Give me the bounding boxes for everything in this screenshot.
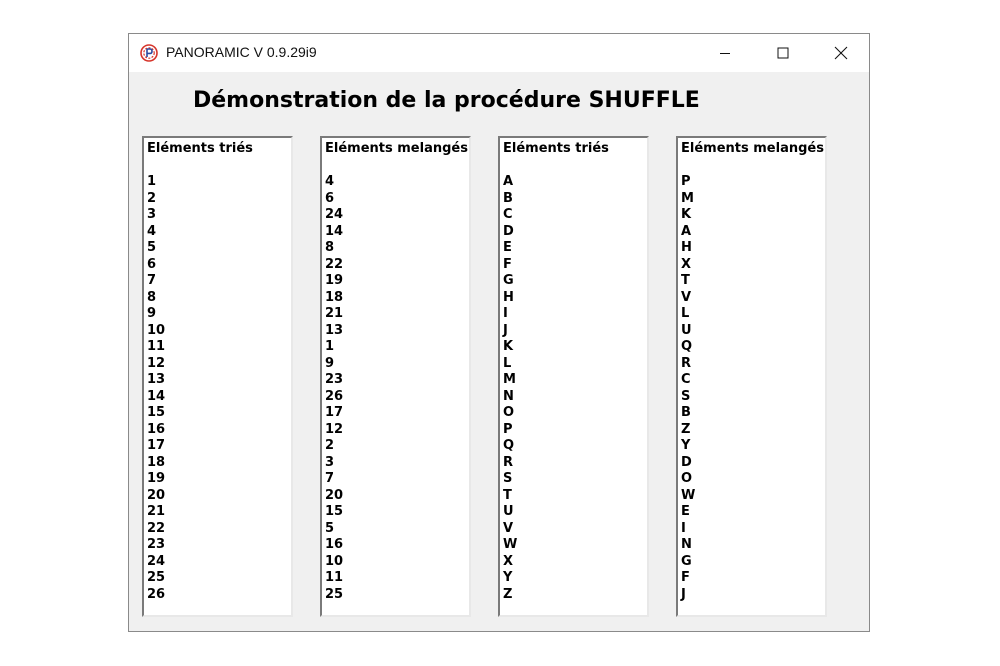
list-item[interactable]: H	[503, 289, 514, 305]
list-item[interactable]: 9	[147, 306, 157, 321]
listbox-shuffled-letters[interactable]	[676, 136, 827, 617]
list-item[interactable]: F	[681, 570, 690, 585]
list-item[interactable]: R	[503, 454, 514, 470]
list-item[interactable]: 4	[147, 223, 157, 239]
list-item[interactable]: 15	[147, 405, 166, 420]
listbox-header: Eléments melangés	[325, 141, 468, 156]
list-item[interactable]: C	[503, 207, 513, 222]
window-title: PANORAMIC V 0.9.29i9	[166, 44, 317, 60]
list-item[interactable]: A	[503, 174, 514, 189]
list-item[interactable]: 23	[325, 372, 344, 387]
list-item[interactable]: V	[681, 289, 692, 305]
list-item[interactable]: I	[503, 306, 508, 321]
title-bar[interactable]	[129, 34, 869, 72]
list-item[interactable]: 1	[325, 339, 335, 354]
list-item[interactable]: 10	[147, 322, 166, 338]
listbox-blank-line[interactable]	[325, 158, 468, 175]
listbox-content	[325, 141, 468, 603]
list-item[interactable]: 20	[147, 487, 166, 503]
list-item[interactable]: 5	[147, 240, 157, 255]
list-item[interactable]: 6	[325, 190, 335, 206]
list-item[interactable]: H	[681, 240, 692, 255]
list-item[interactable]: 22	[147, 520, 166, 536]
list-item[interactable]: 7	[325, 471, 335, 486]
list-item[interactable]: P	[503, 421, 513, 437]
list-item[interactable]: 18	[147, 454, 166, 470]
maximize-icon	[777, 47, 789, 59]
list-item[interactable]: 11	[325, 570, 344, 585]
listbox-header: Eléments triés	[147, 141, 253, 156]
list-item[interactable]: 3	[147, 207, 157, 222]
list-item[interactable]: 21	[325, 306, 344, 321]
list-item[interactable]: A	[681, 223, 692, 239]
list-item[interactable]: F	[503, 256, 512, 272]
list-item[interactable]: X	[503, 553, 514, 569]
list-item[interactable]: T	[503, 487, 512, 503]
list-item[interactable]: V	[503, 520, 514, 536]
maximize-button[interactable]	[754, 34, 812, 72]
list-item[interactable]: 8	[147, 289, 157, 305]
list-item[interactable]: B	[503, 190, 513, 206]
list-item[interactable]: Q	[503, 438, 515, 453]
list-item[interactable]: 25	[147, 570, 166, 585]
listbox-sorted-letters[interactable]	[498, 136, 649, 617]
list-item[interactable]: 4	[325, 174, 335, 189]
listbox-sorted-numbers[interactable]	[142, 136, 293, 617]
listbox-blank-line[interactable]	[147, 158, 253, 175]
list-item[interactable]: M	[681, 190, 694, 206]
close-button[interactable]	[812, 34, 870, 72]
minimize-icon	[719, 47, 731, 59]
list-item[interactable]: 18	[325, 289, 344, 305]
list-item[interactable]: 14	[147, 388, 166, 404]
list-item[interactable]: 13	[325, 322, 344, 338]
list-item[interactable]: 8	[325, 240, 335, 255]
list-item[interactable]: B	[681, 405, 691, 420]
listbox-content	[503, 141, 609, 603]
list-item[interactable]: 5	[325, 520, 335, 536]
listbox-blank-line[interactable]	[503, 158, 609, 175]
list-item[interactable]: D	[681, 454, 692, 470]
list-item[interactable]: N	[681, 537, 692, 552]
list-item[interactable]: 21	[147, 504, 166, 519]
list-item[interactable]: E	[681, 504, 690, 519]
list-item[interactable]: L	[681, 306, 690, 321]
list-item[interactable]: D	[503, 223, 514, 239]
list-item[interactable]: Z	[681, 421, 691, 437]
list-item[interactable]: S	[681, 388, 691, 404]
app-icon[interactable]	[140, 44, 158, 62]
list-item[interactable]: 3	[325, 454, 335, 470]
list-item[interactable]: R	[681, 355, 692, 371]
listbox-header: Eléments triés	[503, 141, 609, 156]
list-item[interactable]: 24	[147, 553, 166, 569]
list-item[interactable]: 2	[147, 190, 157, 206]
list-item[interactable]: C	[681, 372, 691, 387]
list-item[interactable]: O	[503, 405, 515, 420]
listbox-content	[681, 141, 824, 603]
list-item[interactable]: G	[681, 553, 692, 569]
list-item[interactable]: Q	[681, 339, 693, 354]
list-item[interactable]: E	[503, 240, 512, 255]
app-window	[128, 33, 870, 632]
list-item[interactable]: K	[681, 207, 692, 222]
list-item[interactable]: 17	[147, 438, 166, 453]
list-item[interactable]: W	[681, 487, 696, 503]
list-item[interactable]: 26	[147, 586, 166, 602]
list-item[interactable]: G	[503, 273, 514, 288]
list-item[interactable]: Y	[503, 570, 513, 585]
list-item[interactable]: 13	[147, 372, 166, 387]
list-item[interactable]: 23	[147, 537, 166, 552]
list-item[interactable]: I	[681, 520, 686, 536]
list-item[interactable]: 19	[147, 471, 166, 486]
list-item[interactable]: 19	[325, 273, 344, 288]
list-item[interactable]: O	[681, 471, 693, 486]
list-item[interactable]: Y	[681, 438, 691, 453]
list-item[interactable]: J	[503, 322, 508, 338]
list-item[interactable]: Z	[503, 586, 513, 602]
list-item[interactable]: M	[503, 372, 516, 387]
list-item[interactable]: P	[681, 174, 691, 189]
list-item[interactable]: 1	[147, 174, 157, 189]
list-item[interactable]: 2	[325, 438, 335, 453]
list-item[interactable]: T	[681, 273, 690, 288]
list-item[interactable]: 17	[325, 405, 344, 420]
list-item[interactable]: 11	[147, 339, 166, 354]
close-icon	[834, 46, 848, 60]
list-item[interactable]: W	[503, 537, 518, 552]
list-item[interactable]: 16	[325, 537, 344, 552]
page-title: Démonstration de la procédure SHUFFLE	[193, 88, 700, 113]
list-item[interactable]: 15	[325, 504, 344, 519]
list-item[interactable]: 9	[325, 355, 335, 371]
list-item[interactable]: 12	[325, 421, 344, 437]
listbox-shuffled-numbers[interactable]	[320, 136, 471, 617]
list-item[interactable]: 7	[147, 273, 157, 288]
list-item[interactable]: N	[503, 388, 514, 404]
list-item[interactable]: 14	[325, 223, 344, 239]
list-item[interactable]: 12	[147, 355, 166, 371]
list-item[interactable]: J	[681, 586, 686, 602]
list-item[interactable]: U	[681, 322, 692, 338]
list-item[interactable]: 6	[147, 256, 157, 272]
listbox-blank-line[interactable]	[681, 158, 824, 175]
minimize-button[interactable]	[696, 34, 754, 72]
list-item[interactable]: K	[503, 339, 514, 354]
list-item[interactable]: X	[681, 256, 692, 272]
list-item[interactable]: 25	[325, 586, 344, 602]
listbox-header: Eléments melangés	[681, 141, 824, 156]
list-item[interactable]: 24	[325, 207, 344, 222]
list-item[interactable]: 16	[147, 421, 166, 437]
list-item[interactable]: U	[503, 504, 514, 519]
list-item[interactable]: 20	[325, 487, 344, 503]
list-item[interactable]: L	[503, 355, 512, 371]
list-item[interactable]: 26	[325, 388, 344, 404]
listbox-content	[147, 141, 253, 603]
list-item[interactable]: 10	[325, 553, 344, 569]
list-item[interactable]: 22	[325, 256, 344, 272]
list-item[interactable]: S	[503, 471, 513, 486]
